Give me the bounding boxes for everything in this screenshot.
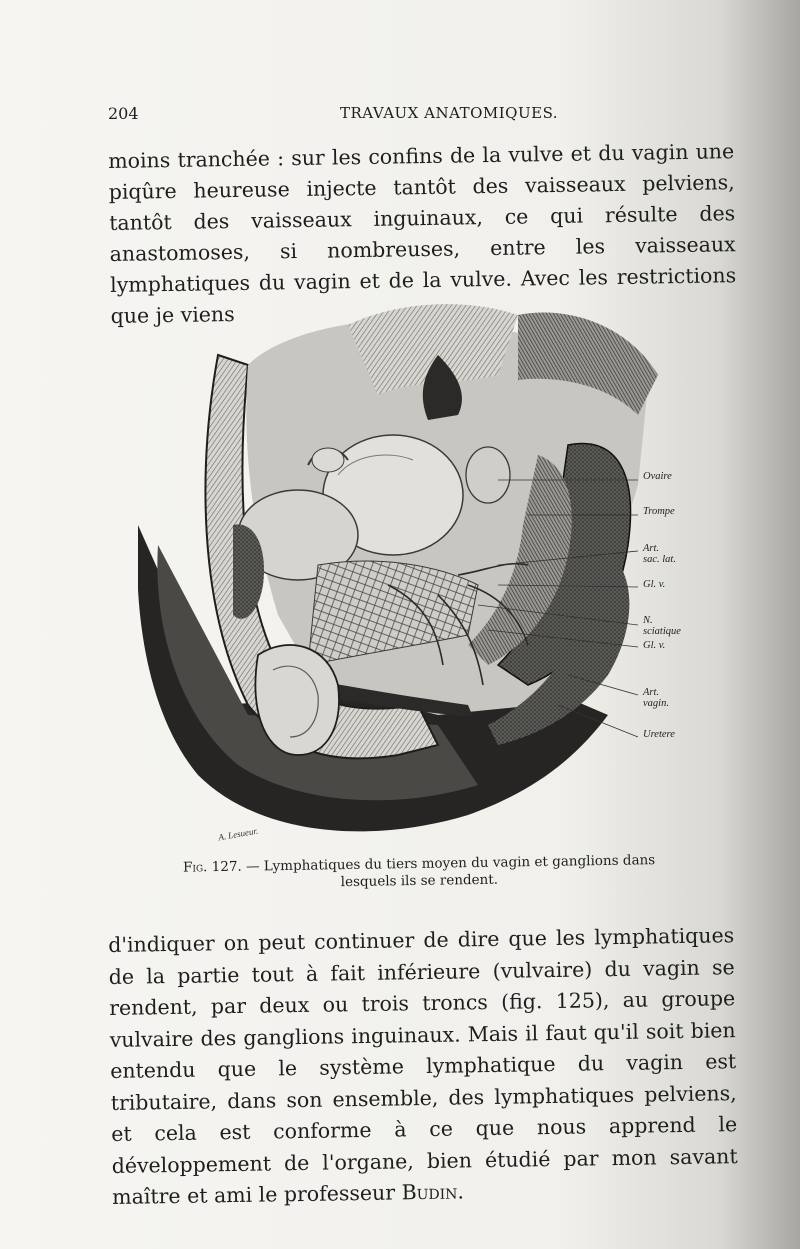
label-art-sac-lat: Art. sac. lat.	[643, 543, 676, 565]
anatomical-figure	[138, 285, 681, 845]
label-uretere: Uretere	[643, 729, 675, 740]
running-head	[108, 104, 728, 128]
label-art-vagin: Art. vagin.	[643, 687, 669, 709]
artist-signature: A. Lesueur.	[217, 825, 259, 843]
caption-number: Fig. 127.	[182, 858, 242, 876]
label-n-sciatique: N. sciatique	[643, 615, 681, 637]
paragraph-bottom-text: d'indiquer on peut continuer de dire que les lymphatiques de la partie tout à fait inférieure (vulvaire) du vagin se rendent, par deux ou trois troncs (fig. 125), au groupe vulvaire des ganglions inguinaux. Mais il faut qu'il soit bien entendu que le système lymphatique du vagin est tributaire, dans son ensemble, des lymphatiques pelviens, et cela est conforme à ce que nous apprend le développement de l'organe, bien étudié par mon savant maître et ami le professeur	[108, 923, 738, 1209]
paragraph-bottom-end: .	[457, 1179, 465, 1204]
paragraph-top: moins tranchée : sur les confins de la vulve et du vagin une piqûre heureuse injecte tantôt des vaisseaux pelviens, tantôt des vaisseaux inguinaux, ce qui résulte des anastomoses, si nombreuses, entre les vaisseaux lymphatiques du vagin et de la vulve. Avec les restrictions que je viens	[108, 139, 737, 328]
label-trompe: Trompe	[643, 506, 675, 517]
label-gl-v-1: Gl. v.	[643, 579, 666, 590]
paragraph-bottom	[108, 920, 738, 1213]
page-number: 204	[108, 104, 139, 123]
label-gl-v-2: Gl. v.	[643, 640, 666, 651]
pelvis-engraving	[138, 285, 678, 845]
label-ovaire: Ovaire	[643, 471, 672, 482]
caption-text: — Lymphatiques du tiers moyen du vagin et ganglions dans lesquels ils se rendent.	[245, 852, 656, 891]
running-title: TRAVAUX ANATOMIQUES.	[340, 104, 559, 122]
author-name: Budin	[401, 1179, 458, 1205]
figure-caption	[158, 852, 680, 894]
